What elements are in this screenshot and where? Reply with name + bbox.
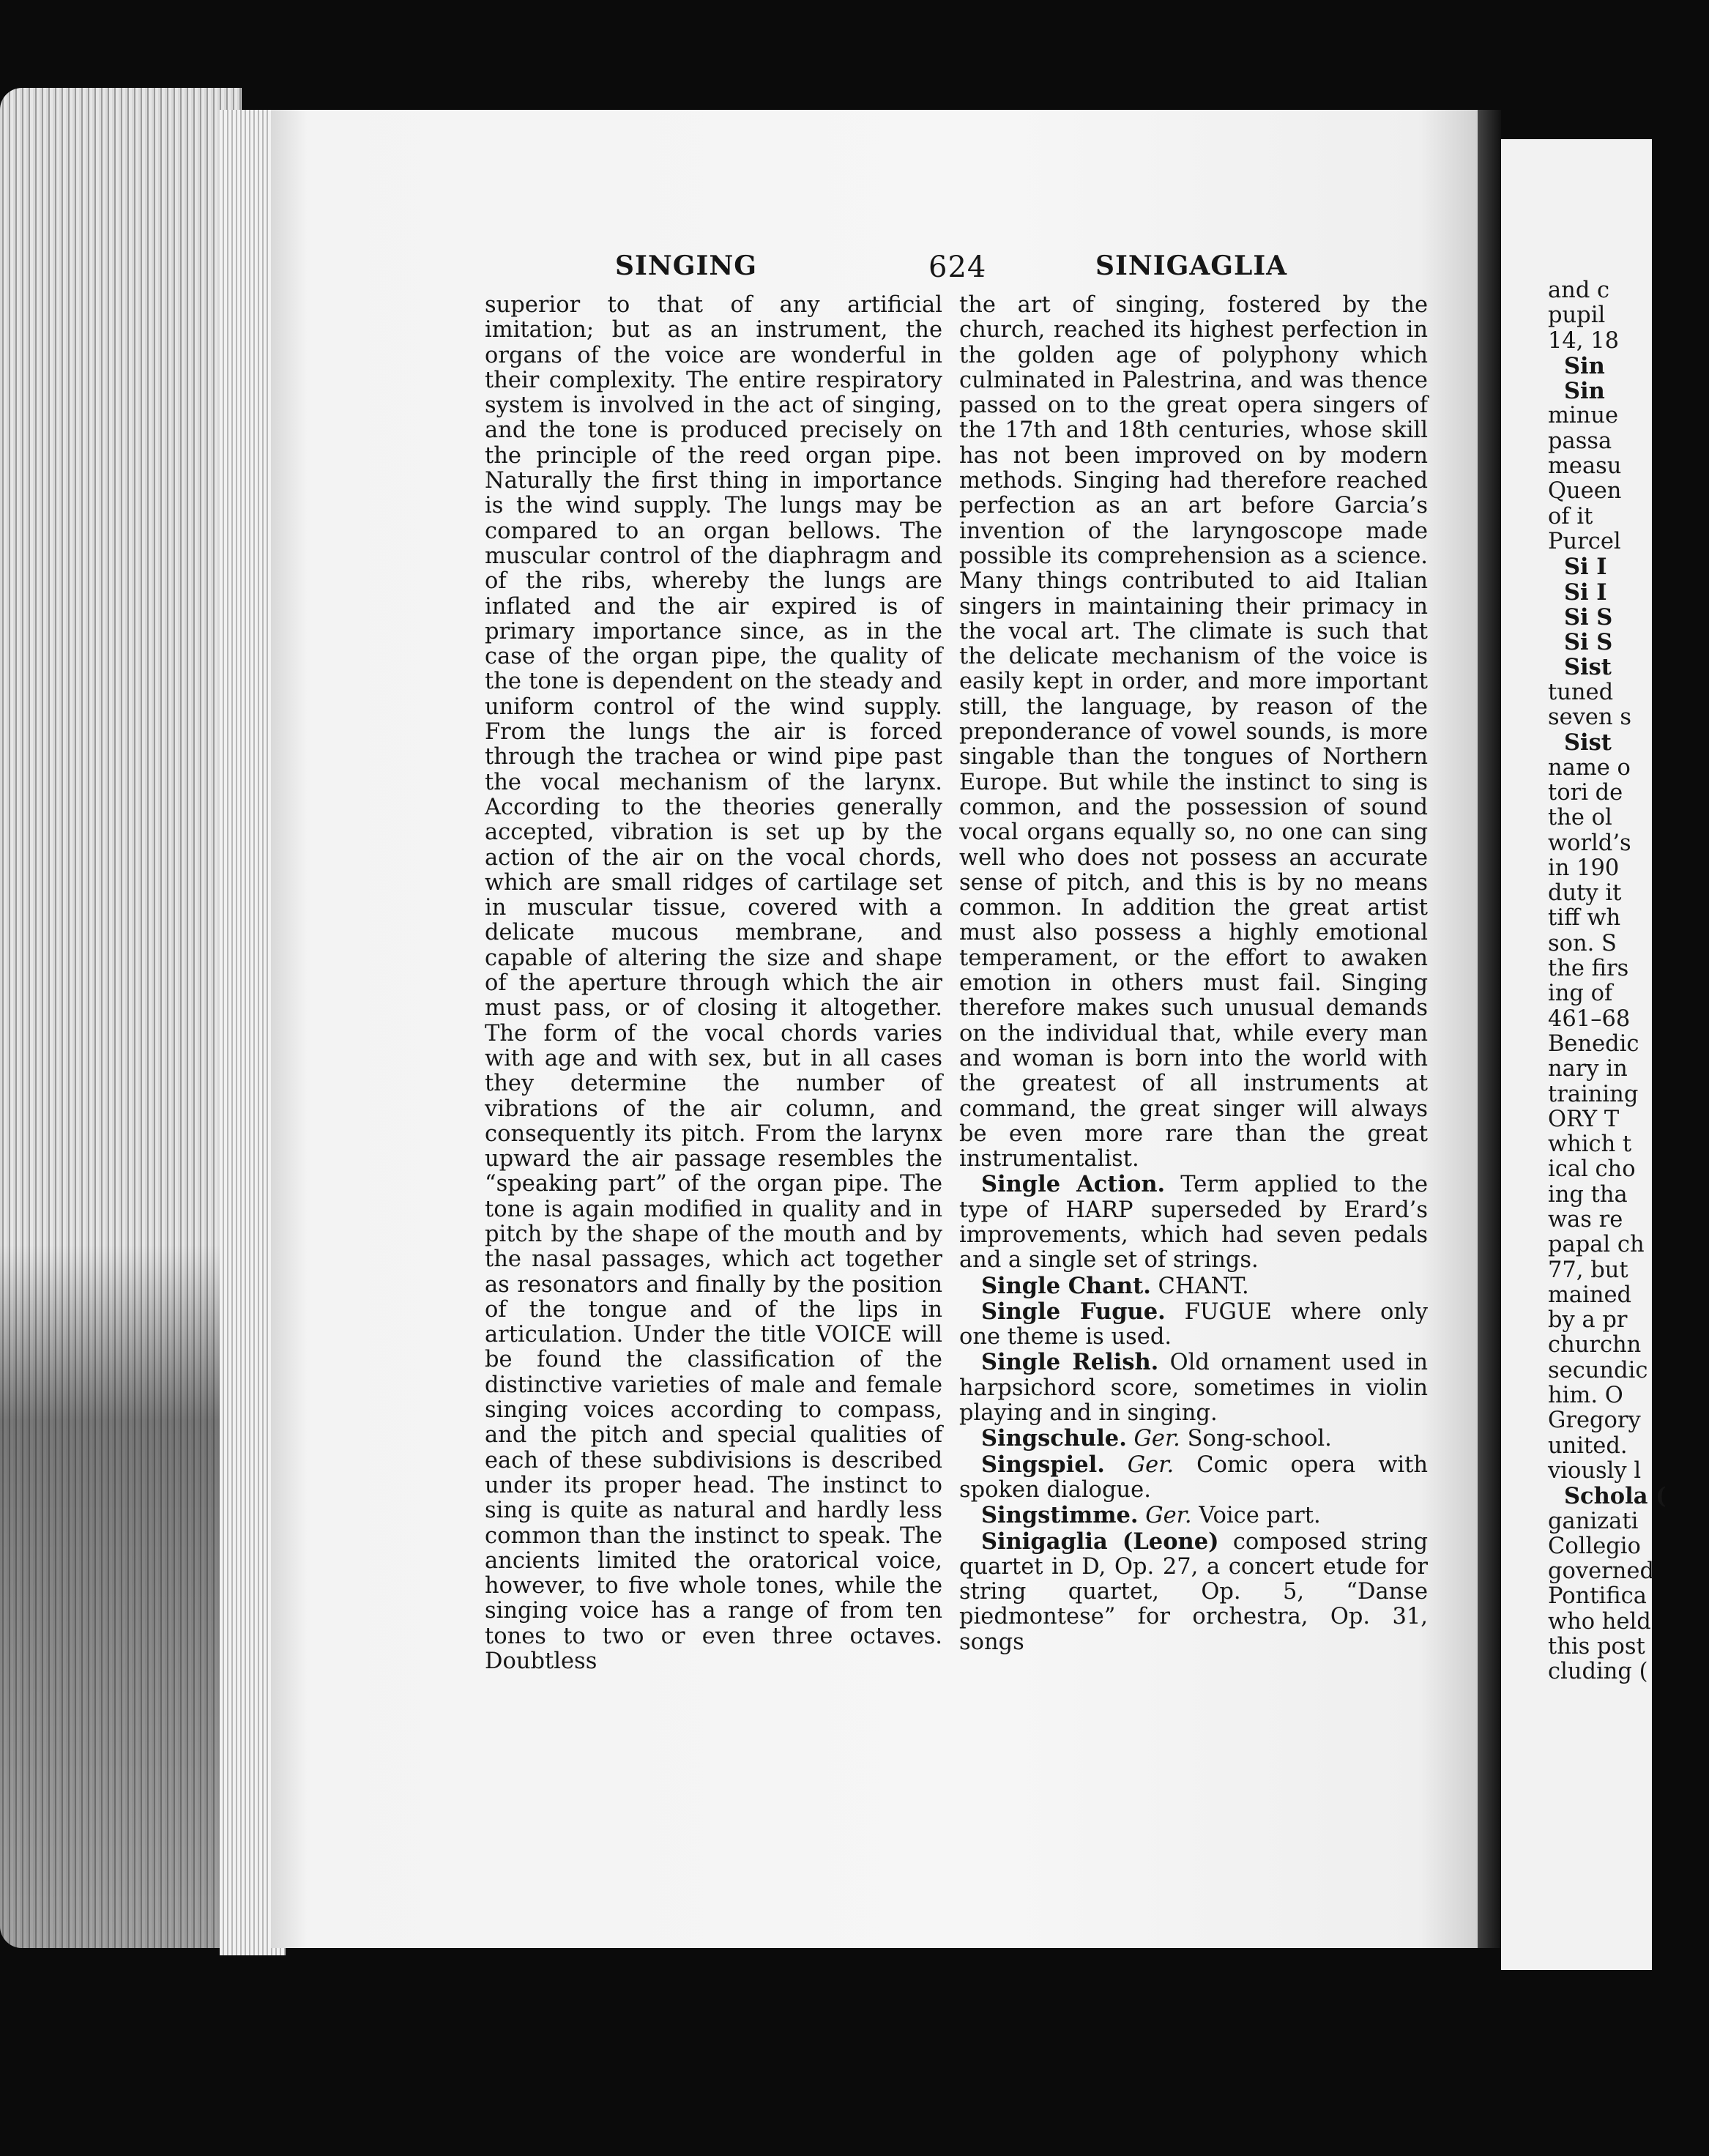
entry-language: Ger. xyxy=(1133,1426,1180,1452)
dictionary-entries xyxy=(959,1172,1428,1655)
next-page-line: ing tha xyxy=(1548,1181,1628,1208)
next-page-line: Pontifica xyxy=(1548,1583,1647,1610)
page-number: 624 xyxy=(928,250,987,284)
entry-language: Ger. xyxy=(1127,1451,1174,1478)
running-header-left: SINGING xyxy=(615,250,757,281)
next-page-line: 14, 18 xyxy=(1548,327,1620,354)
next-page-line: 461–68 xyxy=(1548,1005,1631,1032)
entry-definition: FUGUE where only one theme is used. xyxy=(959,1298,1429,1350)
entry-term: Single Fugue. xyxy=(981,1298,1166,1325)
next-page xyxy=(1501,139,1667,1970)
next-page-line: tori de xyxy=(1548,779,1623,806)
running-header-right: SINIGAGLIA xyxy=(1095,250,1288,281)
entry-definition: CHANT. xyxy=(1158,1273,1249,1299)
next-page-line: cluding ( xyxy=(1548,1659,1648,1685)
next-page-line: ORY T xyxy=(1548,1106,1620,1132)
entry-definition: Comic opera with spoken dialogue. xyxy=(959,1451,1428,1503)
book-gutter xyxy=(1478,110,1501,1948)
next-page-line: ing of xyxy=(1548,981,1613,1007)
next-page-line: by a pr xyxy=(1548,1307,1628,1334)
page-edge-shadow xyxy=(0,1245,242,1948)
next-page-line: Schola ( xyxy=(1564,1483,1667,1510)
entry-term: Single Chant. xyxy=(981,1272,1151,1299)
next-page-line: papal ch xyxy=(1548,1232,1645,1258)
entry-language: Ger. xyxy=(1145,1503,1192,1529)
next-page-line: training xyxy=(1548,1081,1639,1107)
next-page-text xyxy=(1548,278,1709,1685)
next-page-line: Sist xyxy=(1564,654,1612,681)
next-page-line: pupil xyxy=(1548,302,1606,329)
dictionary-entry xyxy=(959,1172,1428,1273)
next-page-line: united. xyxy=(1548,1432,1628,1459)
entry-term: Sinigaglia (Leone) xyxy=(981,1528,1219,1555)
next-page-line: passa xyxy=(1548,428,1612,454)
entry-term: Singspiel. xyxy=(981,1451,1105,1478)
dictionary-entry xyxy=(959,1299,1428,1350)
next-page-line: ganizati xyxy=(1548,1508,1639,1534)
next-page-line: secundic xyxy=(1548,1357,1648,1383)
next-page-line: the firs xyxy=(1548,956,1629,982)
dictionary-entry xyxy=(959,1529,1428,1655)
entry-definition: Old ornament used in harpsichord score, sometimes in violin playing and in singing. xyxy=(959,1350,1428,1427)
next-page-line: seven s xyxy=(1548,705,1631,731)
next-page-line: name o xyxy=(1548,754,1631,781)
next-page-line: Queen xyxy=(1548,478,1622,505)
next-page-line: the ol xyxy=(1548,805,1612,831)
next-page-line: Si I xyxy=(1564,554,1607,581)
next-page-line: Collegio xyxy=(1548,1533,1641,1559)
next-page-line: Purcel xyxy=(1548,528,1621,554)
next-page-line: minue xyxy=(1548,403,1619,429)
next-page-line: was re xyxy=(1548,1206,1623,1233)
next-page-line: and c xyxy=(1548,278,1610,303)
next-page-line: tiff wh xyxy=(1548,905,1621,932)
next-page-line: governed xyxy=(1548,1558,1654,1585)
text-column-right xyxy=(959,293,1428,1655)
next-page-line: this post xyxy=(1548,1634,1645,1660)
next-page-line: ical cho xyxy=(1548,1156,1636,1183)
next-page-line: Si S xyxy=(1564,603,1613,631)
paragraph-singing: superior to that of any artificial imitation; but as an instrument, the organs of the voice are wonderful in their complexity. The entire respiratory system is involved in the act of singing, and the tone is produced precisely on the principle of the reed organ pipe. Naturally the first thing in importance is the wind supply. The lungs may be compared to an organ bellows. The muscular control of the diaphragm and of the ribs, whereby the lungs are inflated and the air expired is of primary importance since, as in the case of the organ pipe, the quality of the tone is dependent on the steady and uniform control of the wind supply. From the lungs the air is forced through the trachea or wind pipe past the vocal mechanism of the larynx. According to the theories generally accepted, vibration is set up by the action of the air on the vocal chords, which are small ridges of cartilage set in muscular tissue, covered with a delicate mucous membrane, and capable of altering the size and shape of the aperture through which the air must pass, or of closing it altogether. The form of the vocal chords varies with age and with sex, but in all cases they determine the number of vibrations of the air column, and consequently its pitch. From the larynx upward the air passage resembles the “speaking part” of the organ pipe. The tone is again modified in quality and in pitch by the shape of the mouth and by the nasal passages, which act together as resonators and finally by the position of the tongue and of the lips in articulation. Under the title VOICE will be found the classification of the distinctive varieties of male and female singing voices according to compass, and the pitch and special qualities of each of these subdivisions is described under its proper head. The instinct to sing is quite as natural and hardly less common than the instinct to speak. The ancients limited the oratorical voice, however, to five whole tones, while the singing voice has a range of from ten tones to two or even three octaves. Doubtless xyxy=(485,292,942,1675)
dictionary-entry xyxy=(959,1274,1428,1299)
next-page-line: which t xyxy=(1548,1131,1632,1158)
entry-definition: Term applied to the type of HARP superseded by Erard’s improvements, which had seven pedals and a single set of strings. xyxy=(959,1172,1429,1274)
next-page-line: churchn xyxy=(1548,1332,1642,1358)
next-page-line: who held xyxy=(1548,1608,1651,1635)
next-page-line: duty it xyxy=(1548,880,1622,907)
next-page-line: tuned xyxy=(1548,679,1614,705)
next-page-line: Si S xyxy=(1564,629,1613,656)
entry-definition: Voice part. xyxy=(1199,1503,1321,1529)
next-page-line: mained xyxy=(1548,1282,1632,1308)
entry-definition: composed string quartet in D, Op. 27, a concert etude for string quartet, Op. 5, “Danse piedmontese” for orchestra, Op. 31, songs xyxy=(959,1528,1429,1655)
entry-term: Singstimme. xyxy=(981,1502,1139,1529)
next-page-line: viously l xyxy=(1548,1457,1642,1484)
text-column-left xyxy=(485,293,942,1674)
dictionary-entry xyxy=(959,1350,1428,1426)
next-page-line: Sist xyxy=(1564,729,1612,757)
next-page-line: Si I xyxy=(1564,579,1607,606)
next-page-line: world’s xyxy=(1548,830,1631,856)
next-page-line: measu xyxy=(1548,453,1622,480)
entry-term: Singschule. xyxy=(981,1425,1127,1452)
next-page-line: of it xyxy=(1548,503,1593,529)
entry-term: Single Action. xyxy=(981,1171,1166,1198)
next-page-line: nary in xyxy=(1548,1056,1628,1082)
dictionary-entry xyxy=(959,1452,1428,1503)
paragraph-singing-continued: the art of singing, fostered by the church, reached its highest perfection in the golden age of polyphony which culminated in Palestrina, and was thence passed on to the great opera singers of the 17th and 18th centuries, whose skill has not been improved on by modern methods. Singing had therefore reached perfection as an art before Garcia’s invention of the laryngoscope made possible its comprehension as a science. Many things contributed to aid Italian singers in maintaining their primacy in the vocal art. The climate is such that the delicate mechanism of the voice is easily kept in order, and more important still, the language, by reason of the preponderance of vowel sounds, is more singable than the tongues of Northern Europe. But while the instinct to sing is common, and the possession of sound vocal organs equally so, no one can sing well who does not possess an accurate sense of pitch, and this is by no means common. In addition the great artist must also possess a highly emotional temperament, or the effort to awaken emotion in others must fail. Singing therefore makes such unusual demands on the individual that, while every man and woman is born into the world with the greatest of all instruments at command, the great singer will always be even more rare than the great instrumentalist. xyxy=(959,292,1428,1172)
entry-term: Single Relish. xyxy=(981,1349,1159,1376)
next-page-line: Benedic xyxy=(1548,1030,1639,1057)
next-page-line: son. S xyxy=(1548,930,1617,956)
next-page-line: Gregory xyxy=(1548,1408,1641,1434)
next-page-line: him. O xyxy=(1548,1383,1623,1409)
entry-definition: Song-school. xyxy=(1187,1426,1332,1452)
dictionary-entry xyxy=(959,1426,1428,1451)
next-page-line: Sin xyxy=(1564,378,1605,405)
next-page-line: in 190 xyxy=(1548,855,1620,881)
next-page-line: 77, but xyxy=(1548,1257,1628,1283)
dictionary-entry xyxy=(959,1503,1428,1528)
next-page-line: Sin xyxy=(1564,352,1605,379)
